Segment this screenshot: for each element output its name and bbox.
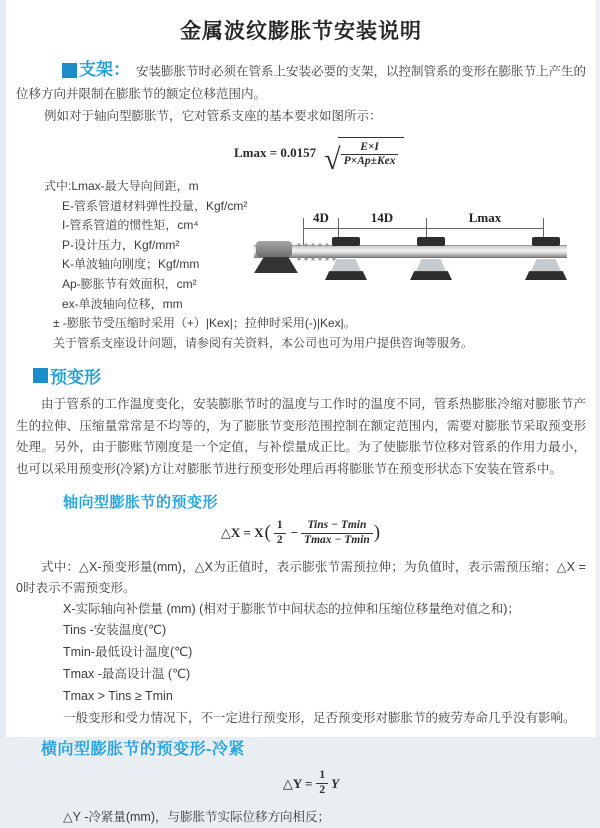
note-line: 一般变形和受力情况下，不一定进行预变形，足否预变形对膨胀节的疲劳寿命几乎没有影响。 <box>63 710 576 725</box>
definition-line: E-管系管道材料弹性投量，Kgf/cm² <box>62 198 248 213</box>
bellows-joint <box>296 242 336 262</box>
lmax-formula-numerator: E×I <box>341 141 399 156</box>
temp-ratio-numerator: Tins − Tmin <box>301 519 373 534</box>
half-denominator: 2 <box>276 533 283 546</box>
lmax-formula-lhs: Lmax = 0.0157 <box>234 144 317 160</box>
dimension-tick <box>303 218 304 245</box>
lateral-predeform-heading: 横向型膨胀节的预变形-冷紧 <box>41 741 245 759</box>
lmax-formula-denominator: P×Ap±Kex <box>343 155 396 168</box>
note-line: Tmax > Tins ≥ Tmin <box>63 688 173 703</box>
guide-support-clamp <box>417 237 445 246</box>
lateral-note-line: △Y -冷紧量(mm)，与膨胀节实际位移方向相反； <box>63 810 331 825</box>
dim-label-14d: 14D <box>370 210 394 226</box>
open-paren: ( <box>264 522 271 544</box>
page-title: 金属波纹膨胀节安装说明 <box>180 20 422 43</box>
dim-label-lmax: Lmax <box>468 210 502 226</box>
temp-ratio-denominator: Tmax − Tmin <box>304 533 370 546</box>
section-square-marker <box>62 63 77 78</box>
support-section-heading <box>62 59 130 81</box>
axial-predeform-heading: 轴向型膨胀节的预变形 <box>63 494 219 512</box>
definition-line: 关于管系支座设计问题，请参阅有关资料，本公司也可为用户提供咨询等服务。 <box>53 335 474 350</box>
lateral-half-numerator: 1 <box>316 769 328 784</box>
definitions-zone <box>6 177 596 355</box>
guide-support-pedestal <box>416 259 446 271</box>
section-square-marker <box>33 368 48 383</box>
dim-label-4d: 4D <box>313 210 329 226</box>
dimension-line <box>303 228 543 229</box>
lateral-predeform-formula <box>26 769 596 798</box>
definition-line: Ap-膨胀节有效面积，cm² <box>62 277 197 292</box>
anchor-support-base <box>254 257 298 273</box>
lateral-half-denominator: 2 <box>319 784 326 797</box>
axial-predeform-formula <box>6 519 596 548</box>
note-line: Tmax -最高设计温 (℃) <box>63 667 191 682</box>
guide-support-base <box>325 271 367 280</box>
predeform-section-heading <box>33 363 101 388</box>
guide-support-clamp <box>332 237 360 246</box>
anchor-support <box>256 241 292 257</box>
guide-support-pedestal <box>531 259 561 271</box>
note-line: Tmin-最低设计温度(℃) <box>63 645 193 660</box>
support-intro-paragraph <box>16 57 586 105</box>
guide-support-base <box>525 271 567 280</box>
predeform-paragraph: 由于管系的工作温度变化，安装膨胀节时的温度与工作时的温度不同，管系热膨胀冷缩对膨胀节产生的拉伸、压缩量常常是不均等的，为了膨胀节变形范围控制在额定范围内，需要对膨胀节采取预变形处理。另外，由于膨账节刚度是一个定值，与补偿量成正比。为了使膨胀节位移对管系的作用力最小，也可以采用预变形(冷紧)方让对膨胀节进行预变形处理后再将膨胀节在预变形状态下安装在管系中。 <box>16 397 586 476</box>
definition-line: ± -膨胀节受压缩时采用（+）|Kex|；拉伸时采用(-)|Kex|。 <box>53 316 356 331</box>
definition-line: K-单波轴向刚度；Kgf/mm <box>62 257 200 272</box>
definition-line: P-设计压力，Kgf/mm² <box>62 237 180 252</box>
definition-line: I-管系管道的惯性矩，cm⁴ <box>62 218 199 233</box>
pipe-support-diagram <box>254 209 594 305</box>
definition-line: 式中:Lmax-最大导向间距，m <box>44 179 199 194</box>
lateral-formula-rhs: Y <box>331 775 340 791</box>
close-paren: ) <box>373 522 381 544</box>
lmax-formula <box>234 137 596 176</box>
lateral-formula-lhs: △Y = <box>282 775 313 791</box>
guide-support-base <box>410 271 452 280</box>
predeform-heading-label: 预变形 <box>50 368 101 388</box>
support-heading-label: 支架： <box>79 60 130 79</box>
support-example-line: 例如对于轴向型膨胀节，它对管系支座的基本要求如图所示： <box>44 108 382 123</box>
guide-support-clamp <box>532 237 560 246</box>
note-line: Tins -安装温度(℃) <box>63 623 167 638</box>
definition-line: ex-单波轴向位移，mm <box>62 296 183 311</box>
half-numerator: 1 <box>274 519 286 534</box>
note-line: X-实际轴向补偿量 (mm) (相对于膨胀节中间状态的拉伸和压缩位移量绝对值之和)； <box>63 601 520 616</box>
radical-sign: √ $\frac{E\times I}{\text{P×Ap±Kex}}$ <box>324 137 404 170</box>
support-intro-text: 安装膨胀节时必须在管系上安装必要的支架，以控制管系的变形在膨胀节上产生的位移方向并限制在膨胀节的额定位移范围内。 <box>16 64 587 101</box>
axial-formula-lhs: △X = X <box>220 525 264 541</box>
minus-sign: − <box>290 525 299 541</box>
axial-formula-explanation: 式中：△X-预变形量(mm)，△X为正值时，表示膨张节需预拉伸；为负值时，表示需预压缩；△X = 0时表示不需预变形。 <box>16 559 586 595</box>
